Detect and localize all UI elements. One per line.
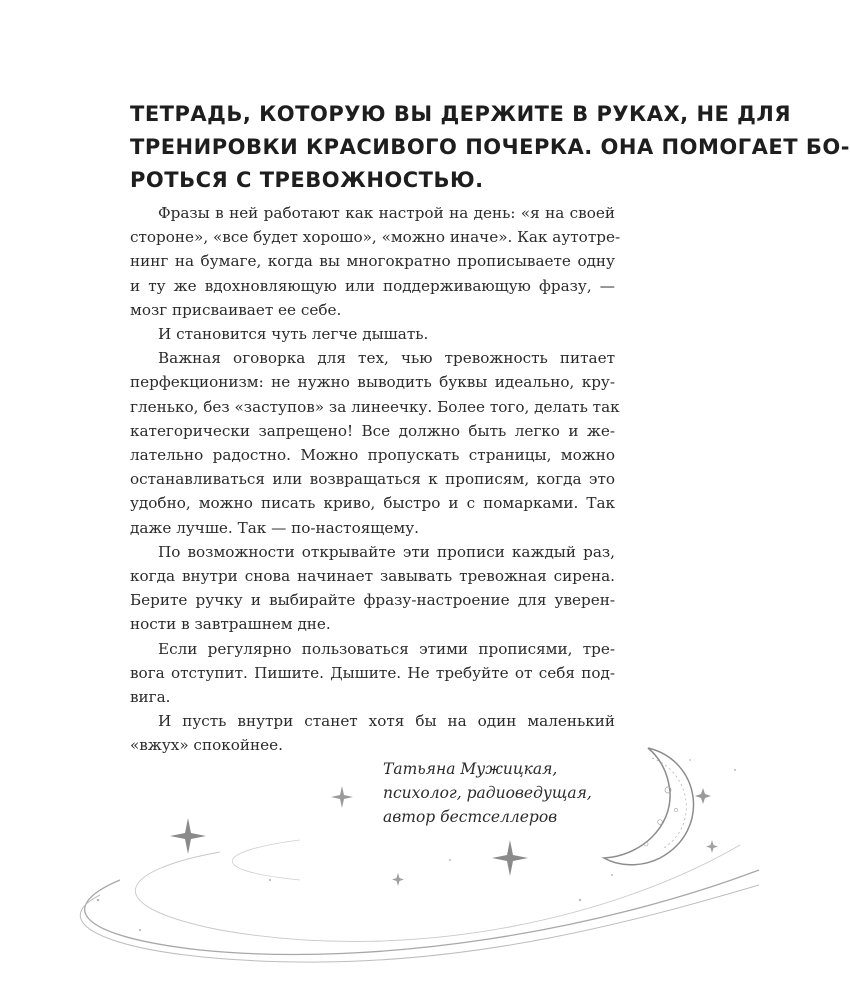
page-heading: [130, 98, 850, 197]
paragraph-line: останавливаться или возвращаться к прописям, когда это: [130, 470, 615, 489]
heading-line: РОТЬСЯ С ТРЕВОЖНОСТЬЮ.: [130, 168, 484, 192]
author-role: психолог, радиоведущая,: [383, 784, 592, 802]
heading-line: ТРЕНИРОВКИ КРАСИВОГО ПОЧЕРКА. ОНА ПОМОГАЕТ БО-: [130, 135, 850, 159]
sparkle-star-icon: [706, 840, 718, 853]
paragraph-line: вога отступит. Пишите. Дышите. Не требуйте от себя под-: [130, 663, 615, 682]
paragraph-line: перфекционизм: не нужно выводить буквы идеально, кру-: [130, 373, 615, 392]
paragraph-line: По возможности открывайте эти прописи каждый раз,: [158, 542, 615, 561]
author-name: Татьяна Мужицкая,: [383, 760, 558, 778]
sparkle-star-icon: [695, 788, 711, 804]
paragraph-line: «вжух» спокойнее.: [130, 736, 283, 755]
paragraph-line: ности в завтрашнем дне.: [130, 615, 331, 634]
sparkle-star-icon: [331, 786, 353, 808]
paragraph-line: удобно, можно писать криво, быстро и с помарками. Так: [130, 494, 615, 513]
paragraph-line: гленько, без «заступов» за линеечку. Более того, делать так: [130, 397, 620, 416]
paragraph-line: мозг присваивает ее себе.: [130, 300, 342, 319]
author-credit: автор бестселлеров: [383, 808, 558, 826]
sparkle-star-icon: [492, 840, 528, 876]
paragraph-line: и ту же вдохновляющую или поддерживающую фразу, —: [130, 276, 615, 295]
swoosh-line-top: [232, 840, 300, 880]
crescent-moon-icon: [604, 748, 694, 865]
paragraph-line: Берите ручку и выбирайте фразу-настроение для уверен-: [130, 591, 615, 610]
paragraph-line: лательно радостно. Можно пропускать страницы, можно: [130, 446, 615, 465]
paragraph-line: И пусть внутри станет хотя бы на один маленький: [158, 712, 615, 731]
swoosh-line-middle: [80, 885, 759, 962]
paragraph-line: Важная оговорка для тех, чью тревожность питает: [158, 349, 615, 368]
paragraph-line: Если регулярно пользоваться этими прописями, тре-: [158, 639, 615, 658]
body-text: [130, 201, 621, 758]
paragraph-line: И становится чуть легче дышать.: [158, 325, 429, 344]
author-signature: [383, 757, 592, 829]
paragraph-line: нинг на бумаге, когда вы многократно прописываете одну: [130, 252, 615, 271]
paragraph-line: когда внутри снова начинает завывать тревожная сирена.: [130, 567, 615, 586]
swoosh-line-inner: [135, 845, 740, 941]
swoosh-line-outer: [85, 870, 759, 954]
sparkle-star-icon: [392, 873, 404, 886]
paragraph-line: стороне», «все будет хорошо», «можно иначе». Как аутотре-: [130, 228, 621, 247]
sparkle-star-icon: [170, 818, 206, 854]
paragraph-line: вига.: [130, 688, 171, 707]
paragraph-line: Фразы в ней работают как настрой на день: «я на своей: [158, 204, 615, 222]
paragraph-line: даже лучше. Так — по-настоящему.: [130, 518, 419, 537]
paragraph-line: категорически запрещено! Все должно быть легко и же-: [130, 421, 615, 440]
heading-line: ТЕТРАДЬ, КОТОРУЮ ВЫ ДЕРЖИТЕ В РУКАХ, НЕ ДЛЯ: [130, 102, 791, 126]
